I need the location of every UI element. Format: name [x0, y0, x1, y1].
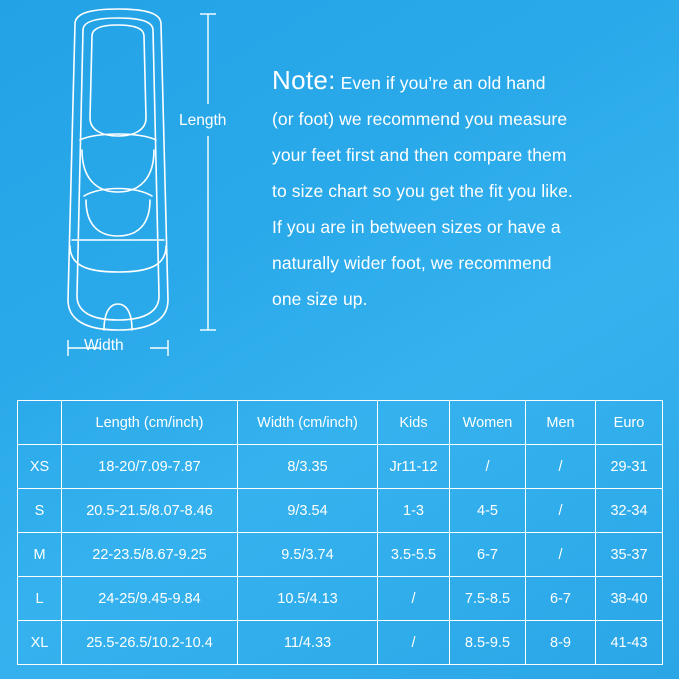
width-dimension-label: Width	[84, 337, 124, 354]
note-block	[272, 62, 662, 317]
cell-width: 9/3.54	[238, 489, 378, 533]
header-women: Women	[450, 401, 526, 445]
cell-width: 9.5/3.74	[238, 533, 378, 577]
size-chart-table	[17, 400, 663, 665]
header-euro: Euro	[596, 401, 663, 445]
note-line-1	[272, 62, 662, 101]
cell-women: 7.5-8.5	[450, 577, 526, 621]
cell-women: 6-7	[450, 533, 526, 577]
header-kids: Kids	[378, 401, 450, 445]
table-header-row	[18, 401, 663, 445]
cell-kids: /	[378, 577, 450, 621]
cell-euro: 29-31	[596, 445, 663, 489]
table-row	[18, 577, 663, 621]
cell-men: 6-7	[526, 577, 596, 621]
cell-length: 20.5-21.5/8.07-8.46	[62, 489, 238, 533]
cell-euro: 41-43	[596, 621, 663, 665]
note-line-4: to size chart so you get the fit you like.	[272, 181, 573, 201]
length-dimension-label: Length	[179, 112, 227, 129]
cell-euro: 38-40	[596, 577, 663, 621]
swim-fin-outline-icon	[0, 0, 250, 390]
cell-size: S	[18, 489, 62, 533]
swim-fin-diagram	[0, 0, 250, 390]
header-men: Men	[526, 401, 596, 445]
table-row	[18, 621, 663, 665]
cell-size: XL	[18, 621, 62, 665]
table-row	[18, 533, 663, 577]
cell-women: 4-5	[450, 489, 526, 533]
table-row	[18, 489, 663, 533]
cell-length: 24-25/9.45-9.84	[62, 577, 238, 621]
cell-kids: /	[378, 621, 450, 665]
note-lead-word: Note:	[272, 65, 336, 95]
cell-length: 25.5-26.5/10.2-10.4	[62, 621, 238, 665]
cell-kids: 1-3	[378, 489, 450, 533]
cell-size: XS	[18, 445, 62, 489]
cell-width: 8/3.35	[238, 445, 378, 489]
note-line-2: (or foot) we recommend you measure	[272, 109, 568, 129]
table-row	[18, 445, 663, 489]
cell-men: /	[526, 445, 596, 489]
cell-size: L	[18, 577, 62, 621]
note-text-1: Even if you’re an old hand	[340, 73, 546, 93]
header-width: Width (cm/inch)	[238, 401, 378, 445]
cell-euro: 35-37	[596, 533, 663, 577]
cell-kids: 3.5-5.5	[378, 533, 450, 577]
cell-men: /	[526, 533, 596, 577]
cell-women: 8.5-9.5	[450, 621, 526, 665]
note-line-5: If you are in between sizes or have a	[272, 217, 561, 237]
cell-length: 22-23.5/8.67-9.25	[62, 533, 238, 577]
header-size	[18, 401, 62, 445]
cell-size: M	[18, 533, 62, 577]
note-line-7: one size up.	[272, 289, 368, 309]
cell-men: /	[526, 489, 596, 533]
cell-kids: Jr11-12	[378, 445, 450, 489]
cell-euro: 32-34	[596, 489, 663, 533]
cell-men: 8-9	[526, 621, 596, 665]
note-line-3: your feet first and then compare them	[272, 145, 567, 165]
cell-women: /	[450, 445, 526, 489]
cell-width: 11/4.33	[238, 621, 378, 665]
note-line-6: naturally wider foot, we recommend	[272, 253, 552, 273]
cell-length: 18-20/7.09-7.87	[62, 445, 238, 489]
cell-width: 10.5/4.13	[238, 577, 378, 621]
header-length: Length (cm/inch)	[62, 401, 238, 445]
